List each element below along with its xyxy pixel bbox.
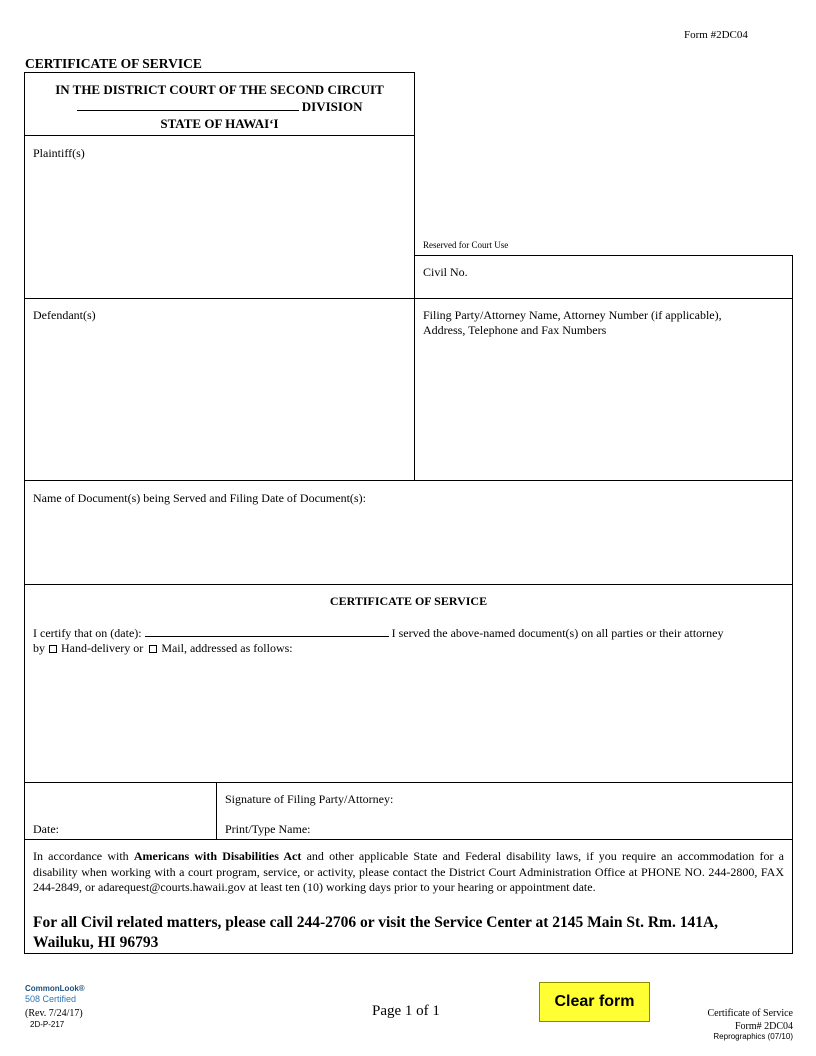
ada-bold: Americans with Disabilities Act — [133, 849, 302, 863]
signature-label: Signature of Filing Party/Attorney: — [225, 792, 394, 806]
form-code: 2D-P-217 — [30, 1020, 65, 1029]
revision-date: (Rev. 7/24/17) — [25, 1008, 83, 1019]
footer-right-3: Reprographics (07/10) — [713, 1032, 793, 1041]
filing-party-box[interactable] — [414, 298, 793, 481]
508-certified: 508 Certified — [25, 994, 77, 1004]
clear-form-button[interactable]: Clear form — [539, 982, 650, 1022]
division-label: DIVISION — [301, 99, 363, 114]
division-blank[interactable] — [77, 99, 299, 111]
certificate-box — [24, 584, 793, 783]
plaintiff-label: Plaintiff(s) — [33, 146, 85, 160]
ada-post: and other applicable State and Federal disability laws, if you require an accommodation for a disability when working with a court program, service, or activity, please contact the District Court Administration Office at PHONE NO. 244-2800, FAX 244-2849, or adarequest@courts.hawaii.gov at least ten (10) working days prior to your hearing or appointment date. — [33, 849, 784, 894]
cert-text-1: I certify that on (date): — [33, 626, 142, 640]
cert-heading: CERTIFICATE OF SERVICE — [329, 594, 488, 608]
defendant-box[interactable] — [24, 298, 415, 481]
print-name-label: Print/Type Name: — [225, 822, 311, 836]
date-box[interactable] — [24, 782, 217, 840]
footer-right-2: Form# 2DC04 — [734, 1021, 793, 1032]
footer-right-1: Certificate of Service — [707, 1008, 793, 1019]
cert-by: by — [33, 641, 45, 655]
page-title: CERTIFICATE OF SERVICE — [25, 56, 202, 71]
documents-box[interactable] — [24, 480, 793, 585]
mail-label: Mail, addressed as follows: — [161, 641, 293, 655]
signature-box[interactable] — [216, 782, 793, 840]
cert-text-2: I served the above-named document(s) on all parties or their attorney — [391, 626, 724, 640]
hand-delivery-label: Hand-delivery or — [61, 641, 144, 655]
filing-party-label-2: Address, Telephone and Fax Numbers — [423, 323, 607, 337]
cert-date-blank[interactable] — [145, 625, 389, 637]
hand-delivery-checkbox[interactable] — [49, 645, 57, 653]
civil-notice: For all Civil related matters, please call 244-2706 or visit the Service Center at 2145 Main St. Rm. 141A, Wailuku, HI 96793 — [33, 914, 719, 951]
plaintiff-box[interactable] — [24, 135, 415, 299]
reserved-label: Reserved for Court Use — [423, 240, 509, 250]
ada-pre: In accordance with — [33, 849, 129, 863]
court-division-line — [25, 99, 414, 115]
court-caption-box — [24, 72, 415, 136]
date-label: Date: — [33, 822, 59, 836]
court-line-3: STATE OF HAWAI‘I — [160, 116, 279, 131]
mail-checkbox[interactable] — [149, 645, 157, 653]
ada-paragraph — [33, 849, 784, 896]
form-id-top: Form #2DC04 — [684, 29, 748, 41]
civil-no-box[interactable] — [414, 255, 793, 299]
ada-notice-box — [24, 839, 793, 954]
page-number: Page 1 of 1 — [372, 1003, 440, 1019]
court-line-1: IN THE DISTRICT COURT OF THE SECOND CIRCUIT — [55, 82, 384, 97]
cert-line-2 — [33, 641, 293, 656]
commonlook-logo: CommonLook® — [25, 984, 85, 993]
filing-party-label-1: Filing Party/Attorney Name, Attorney Number (if applicable), — [423, 308, 722, 322]
defendant-label: Defendant(s) — [33, 308, 96, 322]
civil-no-label: Civil No. — [423, 265, 468, 279]
cert-line-1 — [33, 625, 724, 641]
documents-label: Name of Document(s) being Served and Filing Date of Document(s): — [33, 491, 366, 505]
